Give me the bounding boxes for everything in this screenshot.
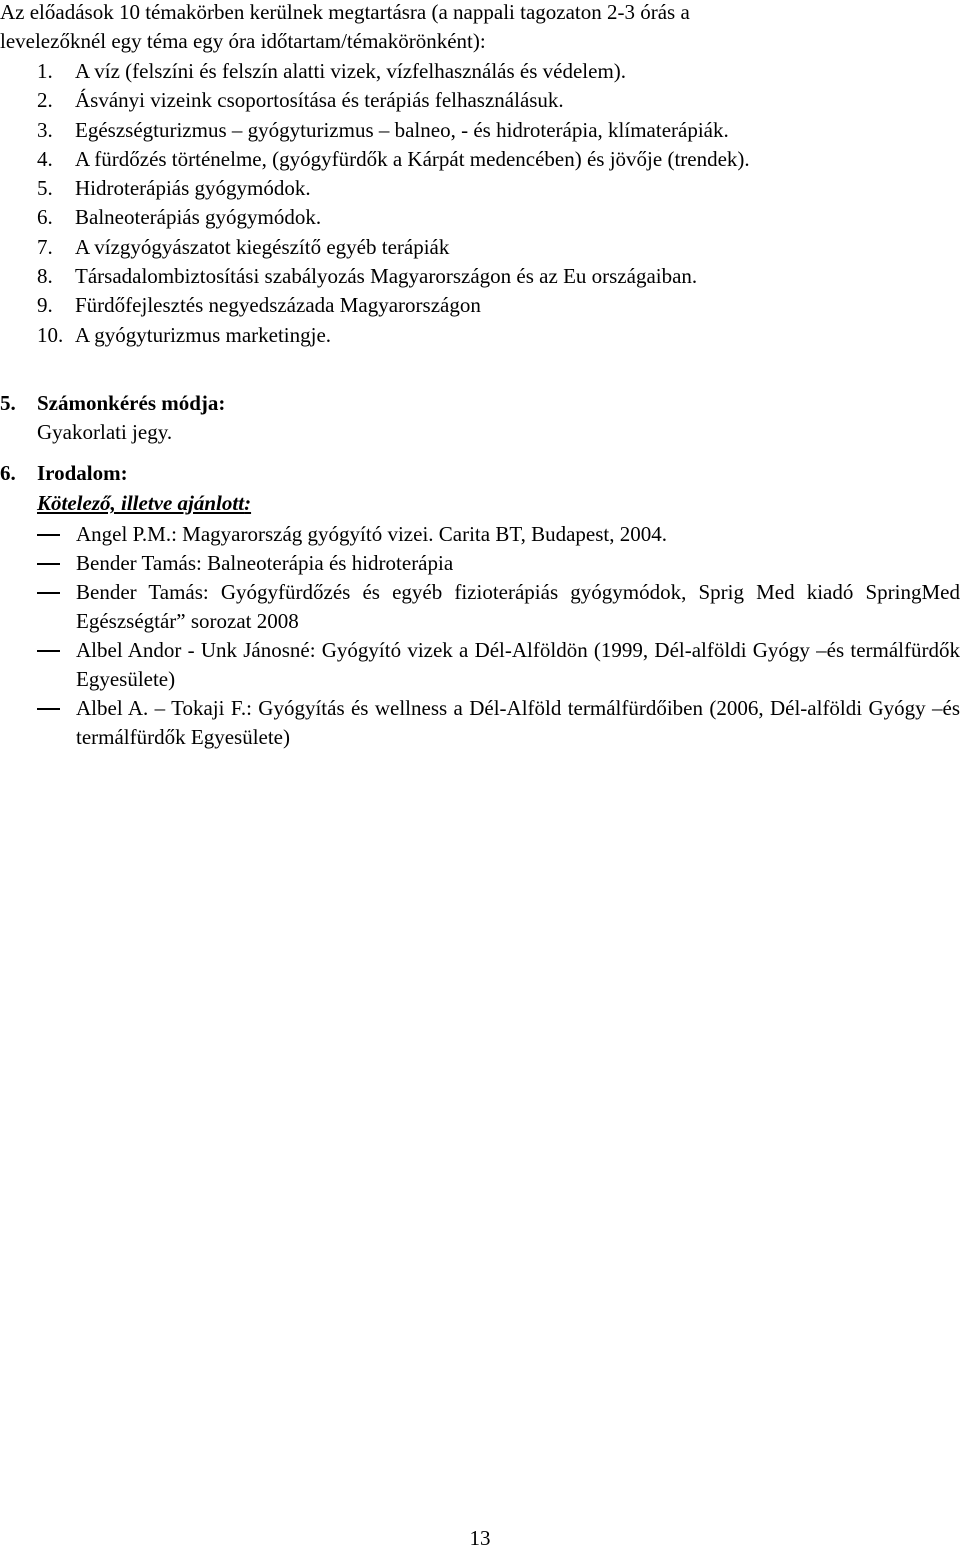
topic-text: Hidroterápiás gyógymódok.	[75, 176, 311, 201]
list-item	[37, 233, 750, 262]
topic-text: Ásványi vizeink csoportosítása és terápiás felhasználásuk.	[75, 88, 564, 113]
dash-bullet-icon	[37, 592, 60, 594]
reference-text: Angel P.M.: Magyarország gyógyító vizei. Carita BT, Budapest, 2004.	[76, 522, 668, 546]
topic-text: A víz (felszíni és felszín alatti vizek, vízfelhasználás és védelem).	[75, 59, 627, 83]
section-number: 5.	[0, 391, 16, 415]
topic-number: 1.	[37, 59, 53, 83]
topic-number: 2.	[37, 88, 53, 113]
list-item	[37, 57, 750, 86]
subheading-colon: :	[244, 491, 252, 515]
topic-number: 6.	[37, 205, 53, 230]
intro-text-line-2: levelezőknél egy téma egy óra időtartam/témakörönként):	[0, 29, 486, 53]
reference-text: Albel Andor - Unk Jánosné: Gyógyító vizek a Dél-Alföldön (1999, Dél-alföldi Gyógy –és termálfürdők Egyesülete)	[76, 638, 960, 691]
list-item	[37, 321, 750, 350]
topic-list	[37, 57, 750, 350]
section-number: 6.	[0, 461, 16, 485]
list-item	[37, 145, 750, 174]
section-title: Számonkérés módja:	[37, 391, 226, 415]
list-item	[37, 174, 750, 203]
topic-number: 10.	[37, 322, 64, 347]
topic-text: Társadalombiztosítási szabályozás Magyarországon és az Eu országaiban.	[75, 264, 698, 289]
dash-bullet-icon	[37, 650, 60, 652]
dash-bullet-icon	[37, 563, 60, 565]
section-heading-assessment	[0, 389, 225, 418]
topic-text: A fürdőzés történelme, (gyógyfürdők a Kárpát medencében) és jövője (trendek).	[75, 146, 750, 171]
section-title: Irodalom:	[37, 461, 128, 485]
topic-number: 3.	[37, 117, 53, 142]
list-item	[37, 86, 750, 115]
page-number: 13	[469, 1526, 491, 1550]
topic-number: 5.	[37, 176, 53, 201]
reference-text: Bender Tamás: Balneoterápia és hidroterápia	[76, 551, 454, 575]
topic-text: Balneoterápiás gyógymódok.	[75, 205, 322, 230]
topic-text: A vízgyógyászatot kiegészítő egyéb terápiák	[75, 234, 450, 259]
list-item	[37, 203, 750, 232]
topic-number: 4.	[37, 146, 53, 171]
list-item	[37, 291, 750, 320]
topic-number: 7.	[37, 234, 53, 259]
reference-list	[37, 520, 960, 752]
list-item	[37, 262, 750, 291]
assessment-body: Gyakorlati jegy.	[37, 420, 173, 444]
topic-text: A gyógyturizmus marketingje.	[75, 322, 332, 347]
list-item	[37, 578, 960, 636]
reference-text: Bender Tamás: Gyógyfürdőzés és egyéb fizioterápiás gyógymódok, Sprig Med kiadó SpringMed Egészségtár” sorozat 2008	[76, 580, 960, 633]
list-item	[37, 549, 960, 578]
topic-number: 8.	[37, 264, 53, 289]
dash-bullet-icon	[37, 708, 60, 710]
topic-text: Egészségturizmus – gyógyturizmus – balneo, - és hidroterápia, klímaterápiák.	[75, 117, 729, 142]
list-item	[37, 694, 960, 752]
topic-text: Fürdőfejlesztés negyedszázada Magyarországon	[75, 293, 481, 318]
section-heading-literature	[0, 459, 128, 488]
dash-bullet-icon	[37, 534, 60, 536]
topic-number: 9.	[37, 293, 53, 318]
intro-text-line-1: Az előadások 10 témakörben kerülnek megtartásra (a nappali tagozaton 2-3 órás a	[0, 0, 690, 24]
list-item	[37, 520, 960, 549]
list-item	[37, 636, 960, 694]
subheading-text: Kötelező, illetve ajánlott	[37, 491, 245, 515]
list-item	[37, 116, 750, 145]
literature-subheading	[37, 489, 251, 518]
reference-text: Albel A. – Tokaji F.: Gyógyítás és wellness a Dél-Alföld termálfürdőiben (2006, Dél-alföldi Gyógy –és termálfürdők Egyesülete)	[76, 696, 960, 749]
